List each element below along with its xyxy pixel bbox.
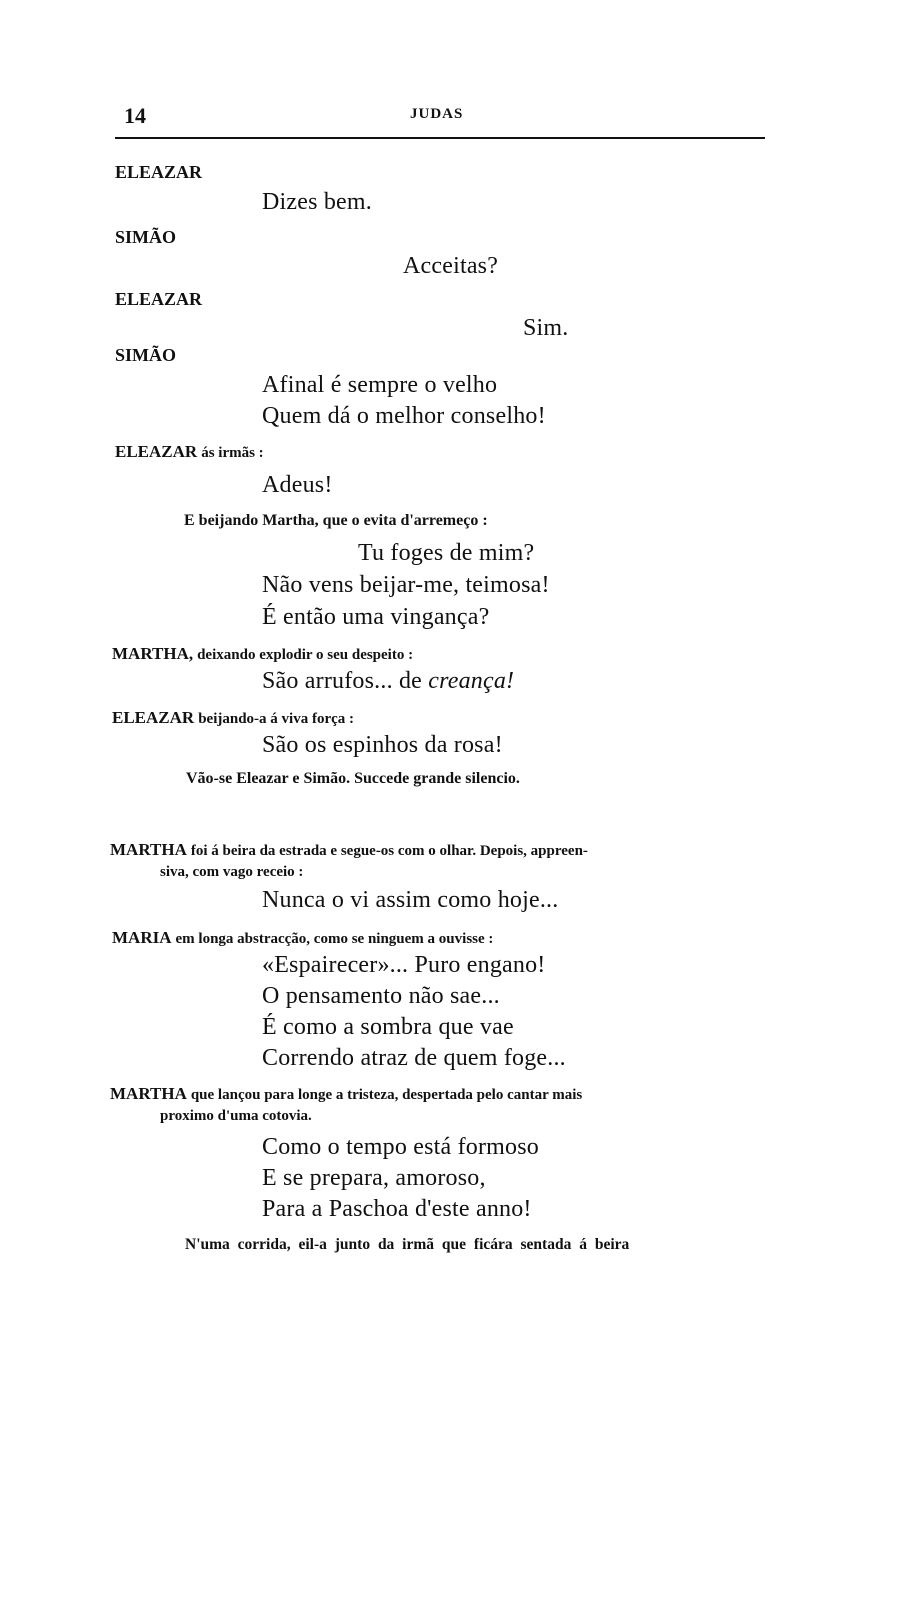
speaker-name: ELEAZAR	[115, 442, 198, 461]
verse-line: Sim.	[523, 315, 569, 341]
stage-direction: deixando explodir o seu despeito :	[197, 647, 414, 663]
verse-line: O pensamento não sae...	[262, 983, 500, 1009]
speaker-name: MARIA	[112, 928, 172, 947]
stage-direction: beijando-a á viva força :	[198, 711, 355, 727]
speaker-name: SIMÃO	[115, 227, 177, 247]
stage-direction: siva, com vago receio :	[160, 864, 304, 880]
verse-line: «Espairecer»... Puro engano!	[262, 952, 546, 978]
speaker-name: ELEAZAR	[115, 289, 203, 309]
page-number: 14	[124, 103, 146, 128]
verse-line: Tu foges de mim?	[358, 540, 535, 566]
stage-direction: ás irmãs :	[201, 445, 264, 461]
verse-line: É então uma vingança?	[262, 604, 490, 630]
verse-line: Adeus!	[262, 472, 333, 498]
running-title: JUDAS	[410, 106, 464, 122]
verse-line: Para a Paschoa d'este anno!	[262, 1196, 532, 1222]
verse-line: Correndo atraz de quem foge...	[262, 1045, 566, 1071]
stage-direction: E beijando Martha, que o evita d'arremeço :	[184, 512, 488, 529]
speaker-name: ELEAZAR	[115, 162, 203, 182]
stage-direction: N'uma corrida, eil-a junto da irmã que ficára sentada á beira	[185, 1236, 630, 1253]
verse-line: Afinal é sempre o velho	[262, 372, 498, 398]
stage-direction: que lançou para longe a tristeza, despertada pelo cantar mais	[190, 1087, 583, 1103]
header-rule	[115, 137, 765, 139]
speaker-line	[112, 708, 354, 728]
verse-line: Como o tempo está formoso	[262, 1134, 539, 1160]
verse-line: Nunca o vi assim como hoje...	[262, 887, 559, 913]
speaker-line	[112, 644, 413, 664]
verse-line: Não vens beijar-me, teimosa!	[262, 572, 550, 598]
verse-line: E se prepara, amoroso,	[262, 1165, 486, 1191]
verse-text: São arrufos... de	[262, 668, 429, 694]
speaker-name: MARTHA	[110, 1084, 187, 1103]
verse-line: Dizes bem.	[262, 189, 372, 215]
speaker-name: MARTHA	[110, 840, 187, 859]
verse-line	[262, 668, 514, 695]
speaker-name: ELEAZAR	[112, 708, 195, 727]
verse-emphasis: creança!	[428, 668, 515, 694]
stage-direction: proximo d'uma cotovia.	[160, 1108, 312, 1124]
stage-direction: em longa abstracção, como se ninguem a ouvisse :	[175, 931, 494, 947]
verse-line: É como a sombra que vae	[262, 1014, 514, 1040]
stage-direction: Vão-se Eleazar e Simão. Succede grande silencio.	[186, 770, 520, 787]
speaker-line	[110, 840, 588, 860]
verse-line: Acceitas?	[403, 253, 499, 279]
speaker-line	[112, 928, 493, 948]
speaker-name: MARTHA,	[112, 644, 194, 663]
verse-line: Quem dá o melhor conselho!	[262, 403, 546, 429]
stage-direction: foi á beira da estrada e segue-os com o olhar. Depois, appreen-	[190, 843, 588, 859]
speaker-line	[110, 1084, 582, 1104]
speaker-name: SIMÃO	[115, 345, 177, 365]
speaker-line	[115, 442, 264, 462]
verse-line: São os espinhos da rosa!	[262, 732, 503, 758]
